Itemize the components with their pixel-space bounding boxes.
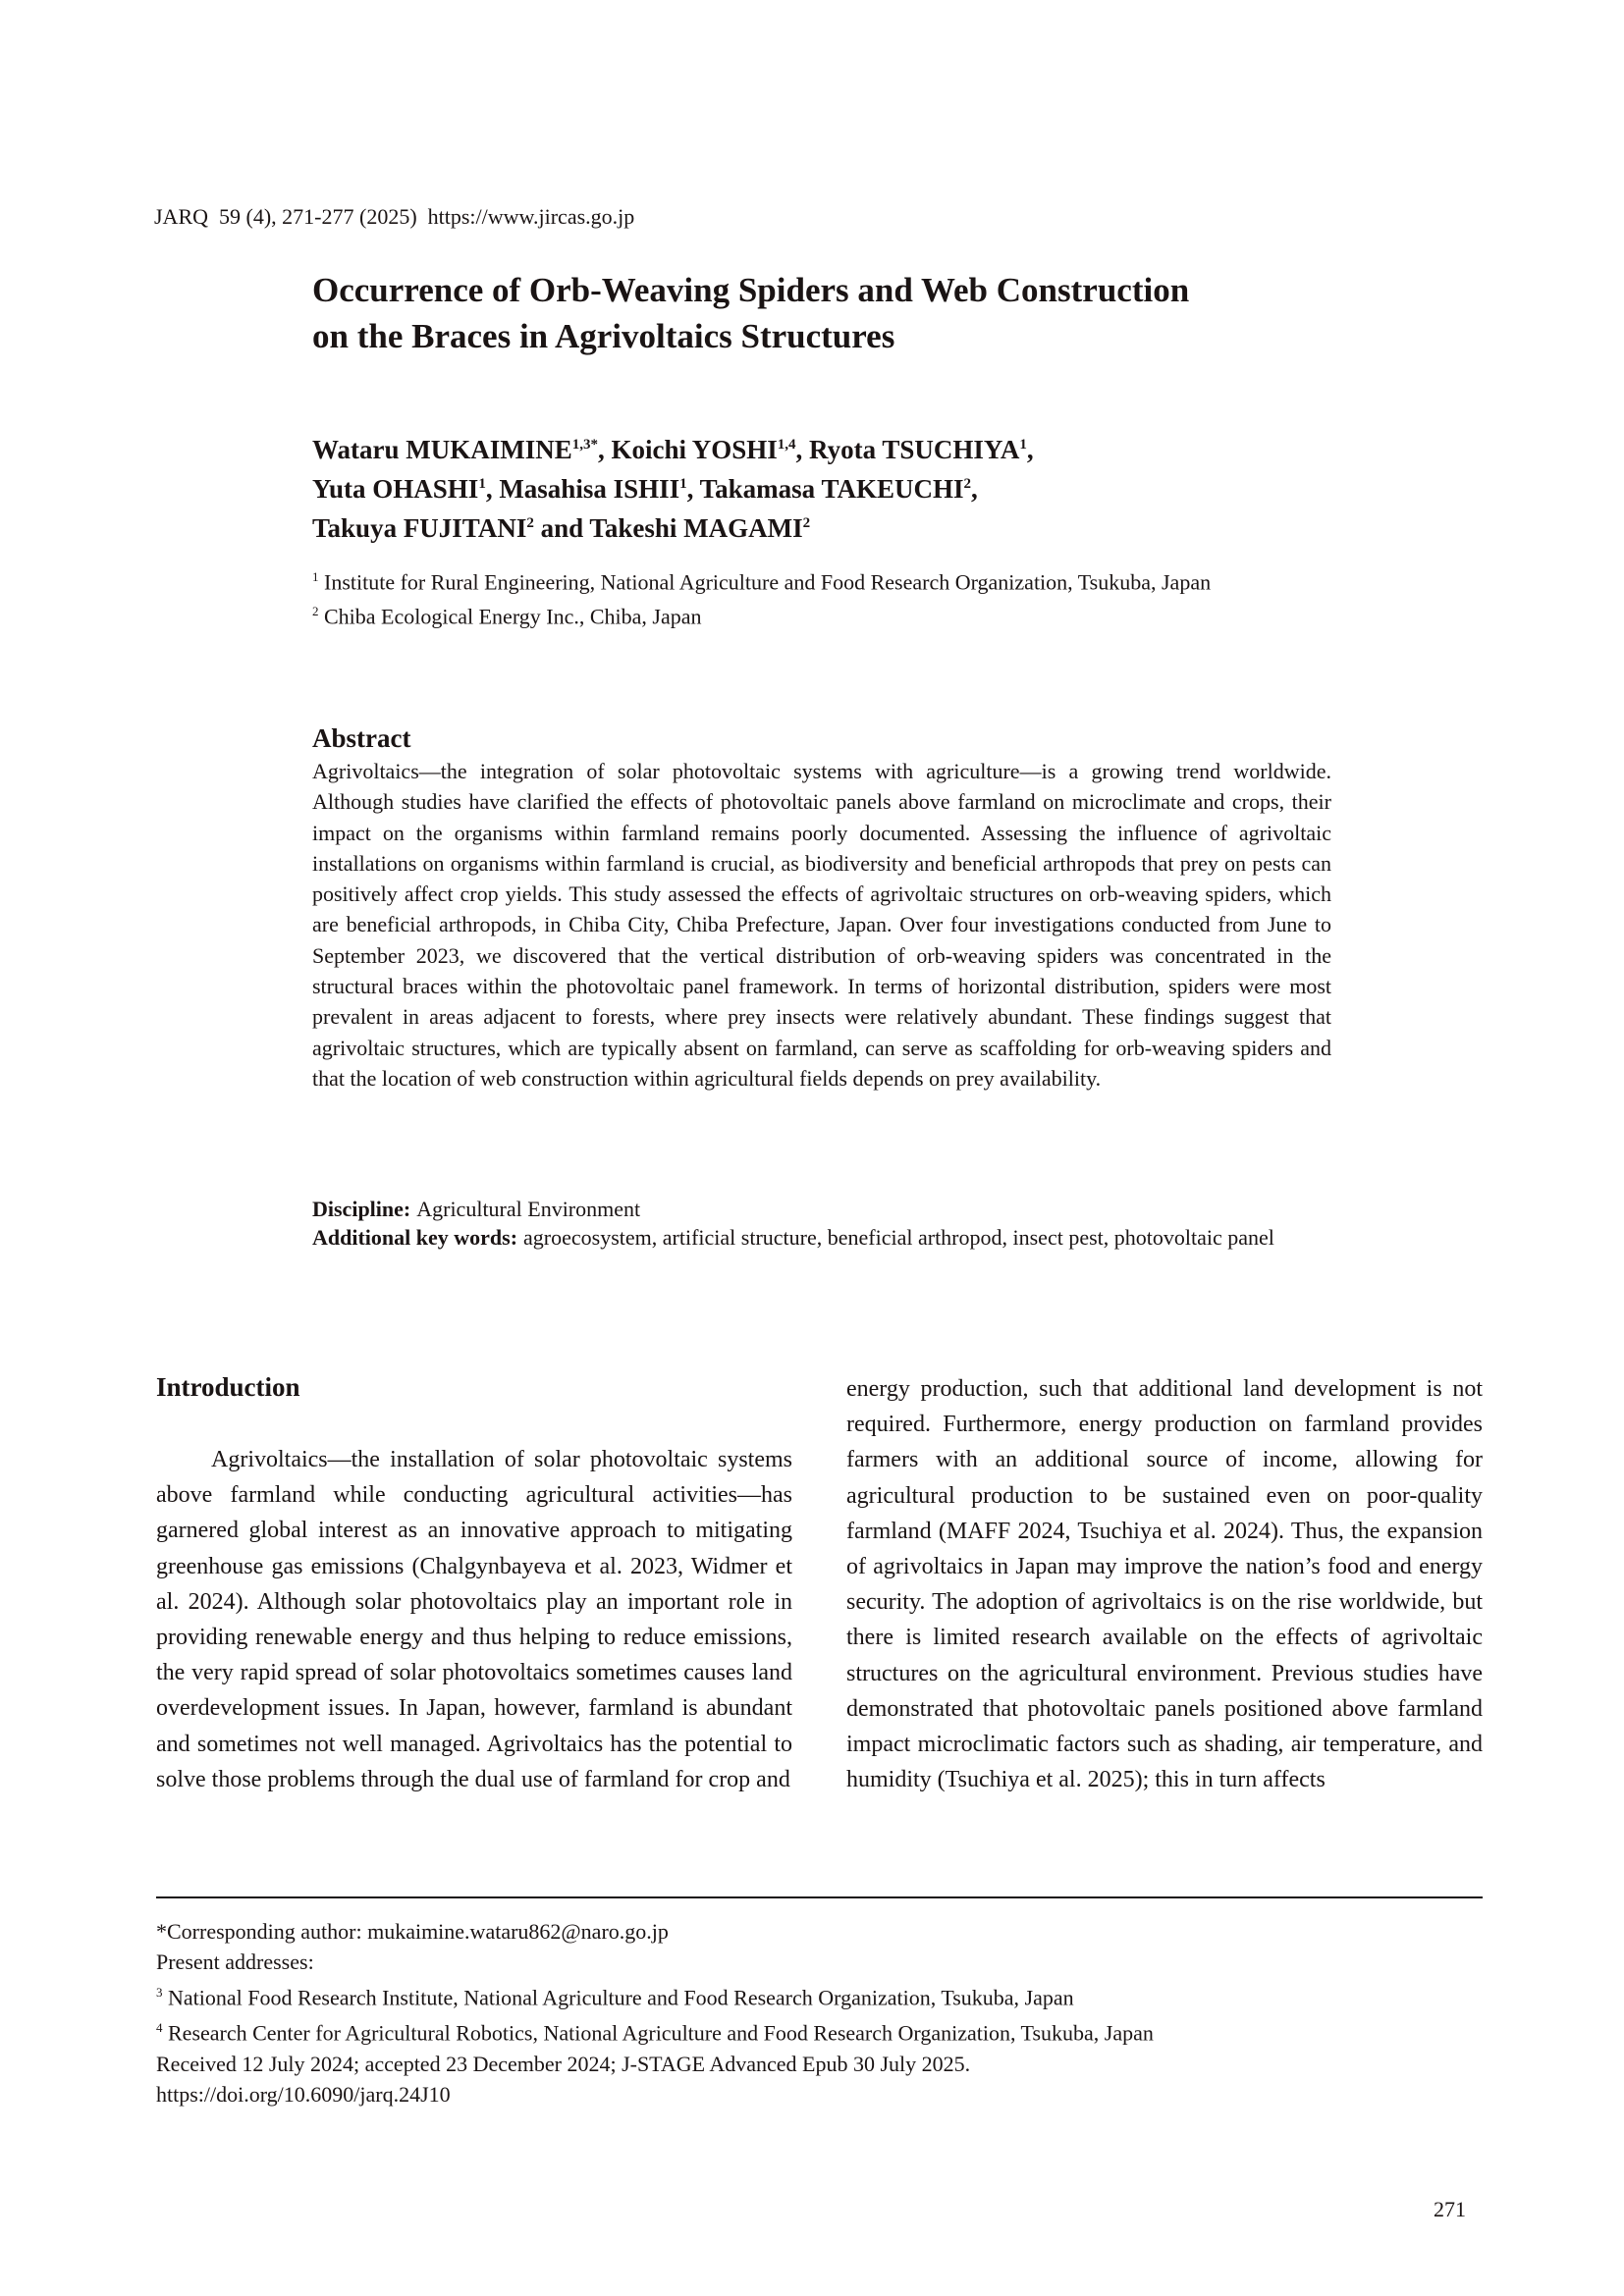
paper-title <box>312 267 1343 359</box>
introduction-left-column: Agrivoltaics—the installation of solar photovoltaic systems above farmland while conducting agricultural activities—has garnered global interest as an innovative approach to mitigating greenhouse gas emissions (Chalgynbayeva et al. 2023, Widmer et al. 2024). Although solar photovoltaics play an important role in providing renewable energy and thus helping to reduce emissions, the very rapid spread of solar photovoltaics sometimes causes land overdevelopment issues. In Japan, however, farmland is abundant and sometimes not well managed. Agrivoltaics has the potential to solve those problems through the dual use of farmland for crop and <box>156 1447 792 1792</box>
discipline-row <box>312 1195 1331 1223</box>
author-line-2 <box>312 467 1343 507</box>
additional-keywords-row <box>312 1223 1331 1252</box>
present-addresses-label: Present addresses: <box>156 1949 314 1974</box>
author-affiliation-mark: 2 <box>526 515 534 531</box>
author-affiliation-mark: 1,4 <box>777 437 796 453</box>
author-line-3 <box>312 507 1343 546</box>
footnote-divider <box>156 1896 1483 1898</box>
corresponding-author: *Corresponding author: mukaimine.wataru862@naro.go.jp <box>156 1919 669 1944</box>
author-line-1 <box>312 428 1343 467</box>
author-affiliation-mark: 1 <box>478 476 486 492</box>
author-name: Yuta OHASHI <box>312 474 479 504</box>
present-address-item <box>156 1977 1491 2012</box>
page-number: 271 <box>1434 2197 1466 2221</box>
author-name: Takeshi MAGAMI <box>589 513 803 543</box>
author-name: Takamasa TAKEUCHI <box>699 474 964 504</box>
author-list <box>312 428 1343 546</box>
author-separator: , <box>686 474 700 504</box>
author-separator: , <box>795 435 810 464</box>
title-line-1: Occurrence of Orb-Weaving Spiders and Web Construction <box>312 271 1190 309</box>
address-text: Research Center for Agricultural Robotics, National Agriculture and Food Research Organization, Tsukuba, Japan <box>168 2020 1154 2046</box>
introduction-right-column: energy production, such that additional land development is not required. Furthermore, energy production on farmland provides farmers with an additional source of income, allowing for agricultural production to be sustained even on poor-quality farmland (MAFF 2024, Tsuchiya et al. 2024). Thus, the expansion of agrivoltaics in Japan may improve the nation’s food and energy security. The adoption of agrivoltaics is on the rise worldwide, but there is limited research available on the effects of agrivoltaic structures on the agricultural environment. Previous studies have demonstrated that photovoltaic panels positioned above farmland impact microclimatic factors such as shading, air temperature, and humidity (Tsuchiya et al. 2025); this in turn affects <box>846 1376 1483 1793</box>
affiliation-text: Chiba Ecological Energy Inc., Chiba, Japan <box>324 604 702 629</box>
author-separator: , <box>598 435 612 464</box>
author-affiliation-mark: 1 <box>679 476 687 492</box>
title-line-2: on the Braces in Agrivoltaics Structures <box>312 317 895 355</box>
keywords-block <box>312 1195 1331 1252</box>
address-text: National Food Research Institute, National Agriculture and Food Research Organization, Tsukuba, Japan <box>168 1985 1074 2010</box>
affiliation-item <box>312 562 1331 597</box>
footnotes <box>156 1916 1491 2109</box>
abstract-body: Agrivoltaics—the integration of solar photovoltaic systems with agriculture—is a growing trend worldwide. Although studies have clarified the effects of photovoltaic panels above farmland on microclimate and crops, their impact on the organisms within farmland remains poorly documented. Assessing the influence of agrivoltaic installations on organisms within farmland is crucial, as biodiversity and beneficial arthropods that prey on pests can positively affect crop yields. This study assessed the effects of agrivoltaic structures on orb-weaving spiders, which are beneficial arthropods, in Chiba City, Chiba Prefecture, Japan. Over four investigations conducted from June to September 2023, we discovered that the vertical distribution of orb-weaving spiders was concentrated in the structural braces within the photovoltaic panel framework. In terms of horizontal distribution, spiders were most prevalent in areas adjacent to forests, where prey insects were relatively abundant. These findings suggest that agrivoltaic structures, which are typically absent on farmland, can serve as scaffolding for orb-weaving spiders and that the location of web construction within agricultural fields depends on prey availability. <box>312 759 1331 1091</box>
address-number: 3 <box>156 1985 163 2000</box>
author-name: Takuya FUJITANI <box>312 513 527 543</box>
doi-link[interactable]: https://doi.org/10.6090/jarq.24J10 <box>156 2081 451 2107</box>
author-name: Masahisa ISHII <box>499 474 680 504</box>
journal-header: JARQ 59 (4), 271-277 (2025) https://www.jircas.go.jp <box>154 204 635 229</box>
abstract-heading: Abstract <box>312 723 411 753</box>
affiliation-item <box>312 597 1331 631</box>
affiliation-number: 1 <box>312 569 319 584</box>
author-affiliation-mark: 1,3* <box>571 437 598 453</box>
introduction-heading: Introduction <box>156 1372 300 1402</box>
received-dates: Received 12 July 2024; accepted 23 December 2024; J-STAGE Advanced Epub 30 July 2025. <box>156 2051 971 2076</box>
discipline-label: Discipline: <box>312 1197 411 1221</box>
discipline-value: Agricultural Environment <box>416 1197 641 1221</box>
author-affiliation-mark: 2 <box>802 515 811 531</box>
additional-keywords-value: agroecosystem, artificial structure, beneficial arthropod, insect pest, photovoltaic panel <box>523 1225 1274 1250</box>
address-number: 4 <box>156 2020 163 2036</box>
author-separator: , <box>970 474 978 504</box>
author-separator: and <box>533 513 590 543</box>
affiliation-text: Institute for Rural Engineering, National Agriculture and Food Research Organization, Tsukuba, Japan <box>324 569 1212 595</box>
author-name: Koichi YOSHI <box>611 435 778 464</box>
author-separator: , <box>1026 435 1034 464</box>
additional-keywords-label: Additional key words: <box>312 1225 518 1250</box>
affiliations <box>312 562 1331 632</box>
author-name: Wataru MUKAIMINE <box>312 435 572 464</box>
present-address-item <box>156 2012 1491 2048</box>
author-affiliation-mark: 1 <box>1019 437 1027 453</box>
author-name: Ryota TSUCHIYA <box>809 435 1020 464</box>
affiliation-number: 2 <box>312 604 319 619</box>
author-separator: , <box>485 474 500 504</box>
author-affiliation-mark: 2 <box>963 476 971 492</box>
